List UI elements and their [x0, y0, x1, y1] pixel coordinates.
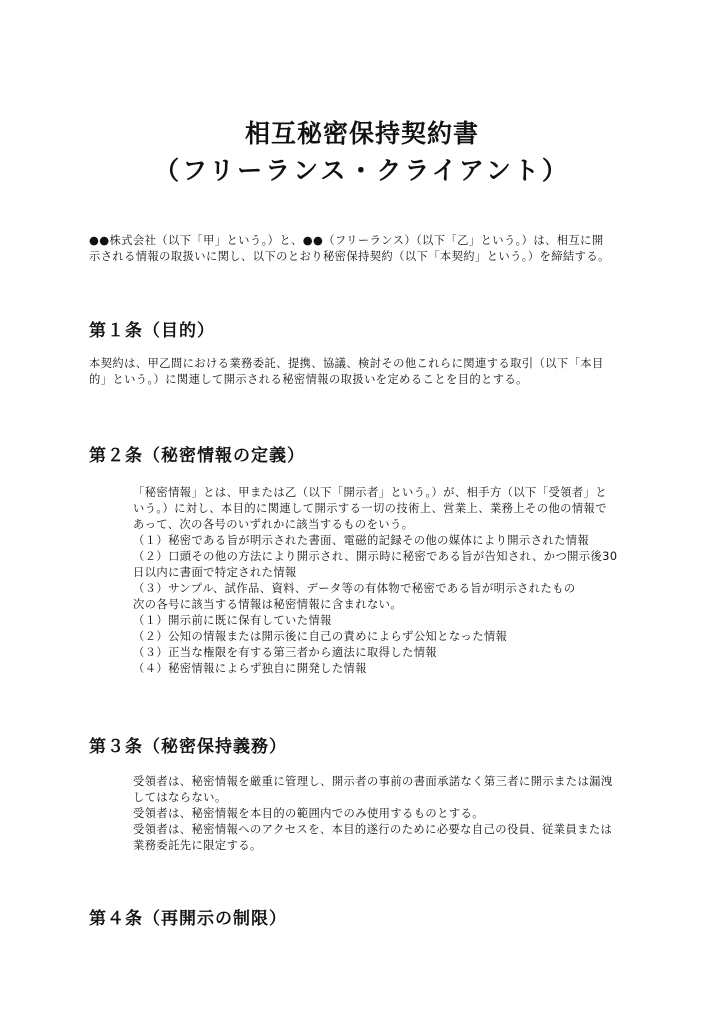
article-line: 次の各号に該当する情報は秘密情報に含まれない。: [133, 598, 403, 611]
article-line: （２）公知の情報または開示後に自己の責めによらず公知となった情報: [133, 630, 508, 643]
preamble-line: ●●株式会社（以下「甲」という。）と、●●（フリーランス）（以下「乙」という。）は、相互に開: [89, 234, 604, 247]
article-line: 受領者は、秘密情報を厳重に管理し、開示者の事前の書面承諾なく第三者に開示または漏洩: [133, 775, 613, 788]
article-line: してはならない。: [133, 791, 227, 804]
article-line: 受領者は、秘密情報へのアクセスを、本目的遂行のために必要な自己の役員、従業員または: [133, 823, 613, 836]
article-3-heading: 第３条（秘密保持義務）: [89, 737, 287, 757]
document-subtitle: （フリーランス・クライアント）: [154, 156, 570, 185]
preamble: [89, 233, 610, 265]
preamble-line: 示される情報の取扱いに関し、以下のとおり秘密保持契約（以下「本契約」という。）を締結する。: [89, 250, 610, 263]
article-line: （３）正当な権限を有する第三者から適法に取得した情報: [133, 646, 438, 659]
article-4-heading: 第４条（再開示の制限）: [89, 909, 287, 929]
article-line: 日以内に書面で特定された情報: [133, 566, 297, 579]
article-1-body: [89, 356, 604, 388]
article-line: （２）口頭その他の方法により開示され、開示時に秘密である旨が告知され、かつ開示後30: [133, 550, 618, 563]
article-line: （３）サンプル、試作品、資料、データ等の有体物で秘密である旨が明示されたもの: [133, 582, 576, 595]
article-line: 的」という。）に関連して開示される秘密情報の取扱いを定めることを目的とする。: [89, 373, 528, 386]
article-line: あって、次の各号のいずれかに該当するものをいう。: [133, 518, 414, 531]
article-line: 受領者は、秘密情報を本目的の範囲内でのみ使用するものとする。: [133, 807, 484, 820]
article-2-heading: 第２条（秘密情報の定義）: [89, 446, 305, 466]
article-1-heading: 第１条（目的）: [89, 321, 215, 341]
article-line: 本契約は、甲乙間における業務委託、提携、協議、検討その他これらに関連する取引（以下「本目: [89, 357, 604, 370]
article-2-body: [133, 485, 617, 677]
article-line: 業務委託先に限定する。: [133, 839, 262, 852]
article-line: （１）開示前に既に保有していた情報: [133, 614, 332, 627]
article-line: いう。）に対し、本目的に関連して開示する一切の技術上、営業上、業務上その他の情報で: [133, 502, 607, 515]
article-line: （４）秘密情報によらず独自に開発した情報: [133, 662, 367, 675]
article-3-body: [133, 774, 613, 854]
article-line: （１）秘密である旨が明示された書面、電磁的記録その他の媒体により開示された情報: [133, 534, 590, 547]
article-line: 「秘密情報」とは、甲または乙（以下「開示者」という。）が、相手方（以下「受領者」と: [133, 486, 607, 499]
document-title: 相互秘密保持契約書: [244, 119, 479, 148]
